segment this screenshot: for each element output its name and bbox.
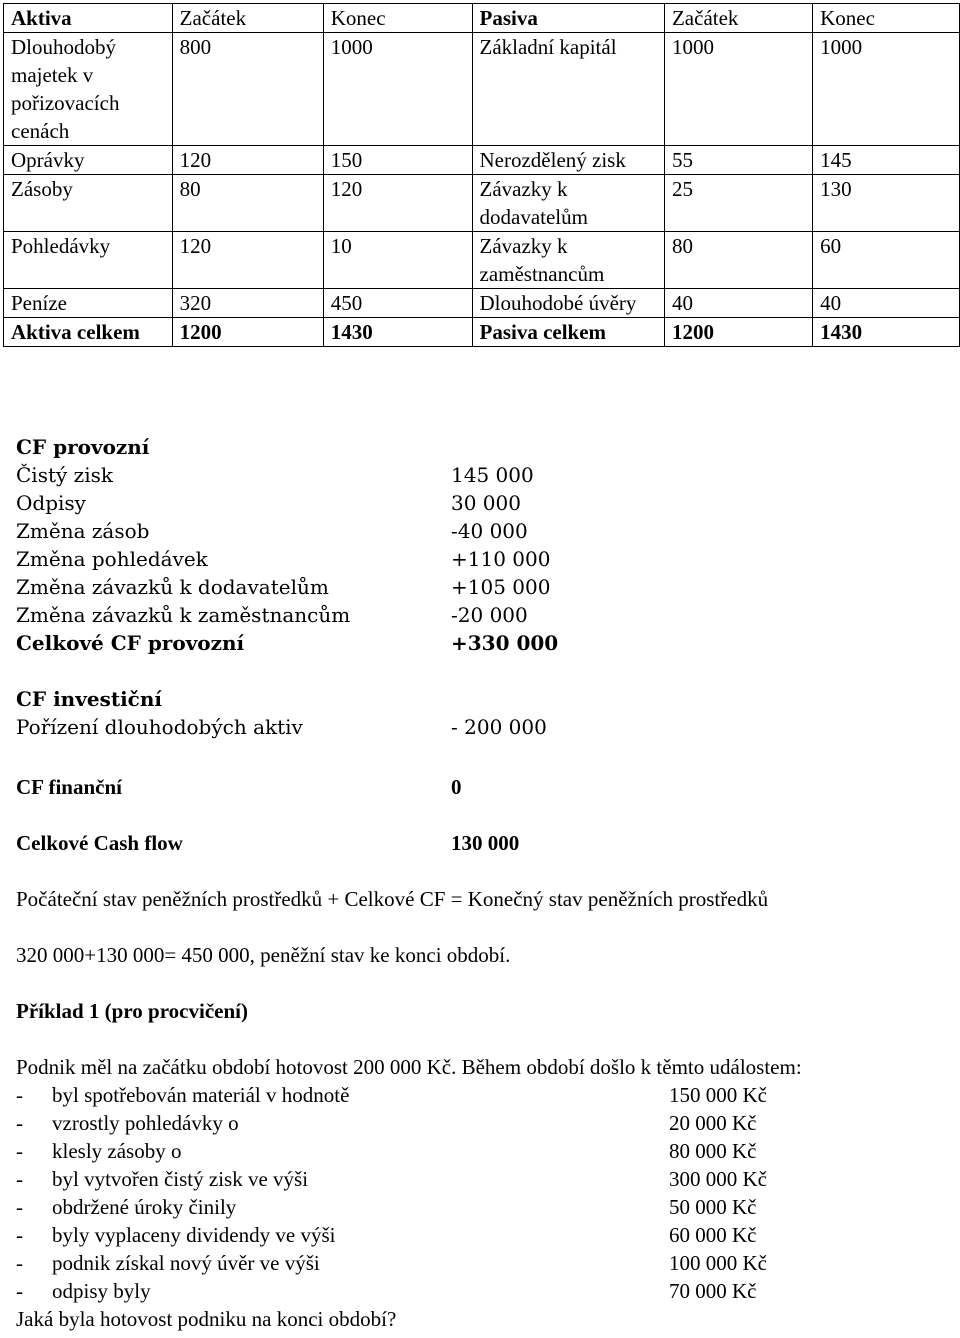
table-cell: Zásoby [4, 175, 173, 232]
table-cell: 1200 [172, 318, 323, 347]
example-title: Příklad 1 (pro procvičení) [16, 999, 248, 1023]
cf-operating-total [16, 629, 559, 657]
table-cell: 450 [323, 289, 472, 318]
table-row [4, 146, 960, 175]
dash: - [16, 1279, 23, 1303]
table-row [4, 232, 960, 289]
table-cell: Oprávky [4, 146, 173, 175]
list-item [16, 1081, 802, 1109]
header-pasiva: Pasiva [472, 4, 664, 33]
cf-operating-section [16, 433, 559, 741]
event-value: 300 000 Kč [669, 1167, 767, 1191]
header-konec: Konec [323, 4, 472, 33]
table-cell: 80 [664, 232, 812, 289]
table-cell: Pohledávky [4, 232, 173, 289]
table-cell: Aktiva celkem [4, 318, 173, 347]
table-cell: 10 [323, 232, 472, 289]
list-item [16, 1109, 802, 1137]
header-zacatek: Začátek [664, 4, 812, 33]
table-cell: 55 [664, 146, 812, 175]
table-cell: 1200 [664, 318, 812, 347]
table-header-row [4, 4, 960, 33]
cf-item-label: Odpisy [16, 491, 86, 515]
cf-summary-section [16, 773, 802, 1333]
table-cell: 40 [664, 289, 812, 318]
table-cell: Dlouhodobé úvěry [472, 289, 664, 318]
table-cell: 800 [172, 33, 323, 146]
event-text: byl vytvořen čistý zisk ve výši [52, 1167, 309, 1191]
calculation-text: 320 000+130 000= 450 000, peněžní stav ke konci období. [16, 943, 511, 967]
table-cell: 120 [172, 146, 323, 175]
cf-investing-title: CF investiční [16, 687, 162, 711]
table-cell: 320 [172, 289, 323, 318]
cf-financing [16, 773, 802, 801]
dash: - [16, 1083, 23, 1107]
table-total-row [4, 318, 960, 347]
cf-item-value: +110 000 [451, 547, 551, 571]
event-list [16, 1081, 802, 1305]
table-cell: 1000 [664, 33, 812, 146]
table-cell: 120 [172, 232, 323, 289]
dash: - [16, 1167, 23, 1191]
cf-item-label: Změna pohledávek [16, 547, 208, 571]
event-value: 150 000 Kč [669, 1083, 767, 1107]
cf-total-value: +330 000 [451, 631, 559, 655]
cf-investing-title-row [16, 685, 350, 713]
event-text: obdržené úroky činily [52, 1195, 237, 1219]
formula-text: Počáteční stav peněžních prostředků + Celkové CF = Konečný stav peněžních prostředků [16, 887, 769, 911]
cf-item-label: Změna závazků k zaměstnancům [16, 603, 351, 627]
event-text: byly vyplaceny dividendy ve výši [52, 1223, 336, 1247]
table-row [4, 175, 960, 232]
dash: - [16, 1251, 23, 1275]
cf-item-value: 145 000 [451, 463, 534, 487]
table-cell: Základní kapitál [472, 33, 664, 146]
table-cell: 1430 [323, 318, 472, 347]
cf-item [16, 517, 528, 545]
table-cell: 40 [813, 289, 960, 318]
cf-item [16, 573, 551, 601]
table-cell: Dlouhodobý majetek v pořizovacích cenách [4, 33, 173, 146]
event-text: vzrostly pohledávky o [52, 1111, 239, 1135]
cf-total-value: 130 000 [451, 831, 520, 855]
table-cell: Závazky k dodavatelům [472, 175, 664, 232]
dash: - [16, 1139, 23, 1163]
table-cell: 25 [664, 175, 812, 232]
table-cell: Pasiva celkem [472, 318, 664, 347]
cf-financing-value: 0 [451, 775, 462, 799]
cf-item [16, 489, 521, 517]
cf-item [16, 713, 547, 741]
cf-total-label: Celkové CF provozní [16, 631, 245, 655]
event-text: klesly zásoby o [52, 1139, 182, 1163]
table-cell: 80 [172, 175, 323, 232]
event-value: 80 000 Kč [669, 1139, 757, 1163]
cf-item-label: Změna závazků k dodavatelům [16, 575, 329, 599]
list-item [16, 1221, 802, 1249]
event-value: 100 000 Kč [669, 1251, 767, 1275]
table-cell: 145 [813, 146, 960, 175]
cf-item-value: +105 000 [451, 575, 551, 599]
table-row [4, 33, 960, 146]
list-item [16, 1193, 802, 1221]
table-row [4, 289, 960, 318]
balance-sheet-table [3, 3, 960, 347]
event-value: 70 000 Kč [669, 1279, 757, 1303]
cf-item-value: 30 000 [451, 491, 521, 515]
event-value: 60 000 Kč [669, 1223, 757, 1247]
list-item [16, 1165, 802, 1193]
table-cell: 60 [813, 232, 960, 289]
event-text: podnik získal nový úvěr ve výši [52, 1251, 320, 1275]
dash: - [16, 1223, 23, 1247]
table-cell: 1000 [813, 33, 960, 146]
table-cell: 1430 [813, 318, 960, 347]
table-cell: 120 [323, 175, 472, 232]
event-value: 20 000 Kč [669, 1111, 757, 1135]
dash: - [16, 1195, 23, 1219]
cf-item [16, 601, 528, 629]
table-cell: Závazky k zaměstnancům [472, 232, 664, 289]
header-zacatek: Začátek [172, 4, 323, 33]
example-intro: Podnik měl na začátku období hotovost 200 000 Kč. Během období došlo k těmto událostem: [16, 1055, 802, 1079]
event-value: 50 000 Kč [669, 1195, 757, 1219]
table-cell: 1000 [323, 33, 472, 146]
cf-operating-title: CF provozní [16, 435, 150, 459]
header-konec: Konec [813, 4, 960, 33]
event-text: byl spotřebován materiál v hodnotě [52, 1083, 350, 1107]
cf-item [16, 461, 534, 489]
cf-total-label: Celkové Cash flow [16, 831, 183, 855]
dash: - [16, 1111, 23, 1135]
cf-item-value: -20 000 [451, 603, 528, 627]
cf-item-value: - 200 000 [451, 715, 547, 739]
cf-item-label: Pořízení dlouhodobých aktiv [16, 715, 303, 739]
example-question: Jaká byla hotovost podniku na konci období? [16, 1307, 397, 1331]
table-cell: Nerozdělený zisk [472, 146, 664, 175]
table-cell: 150 [323, 146, 472, 175]
table-cell: Peníze [4, 289, 173, 318]
list-item [16, 1137, 802, 1165]
cf-financing-label: CF finanční [16, 775, 122, 799]
cf-total [16, 829, 802, 857]
cf-item-label: Čistý zisk [16, 463, 113, 487]
list-item [16, 1277, 802, 1305]
table-cell: 130 [813, 175, 960, 232]
cf-item-label: Změna zásob [16, 519, 150, 543]
cf-item [16, 545, 551, 573]
cf-item-value: -40 000 [451, 519, 528, 543]
header-aktiva: Aktiva [4, 4, 173, 33]
event-text: odpisy byly [52, 1279, 151, 1303]
list-item [16, 1249, 802, 1277]
